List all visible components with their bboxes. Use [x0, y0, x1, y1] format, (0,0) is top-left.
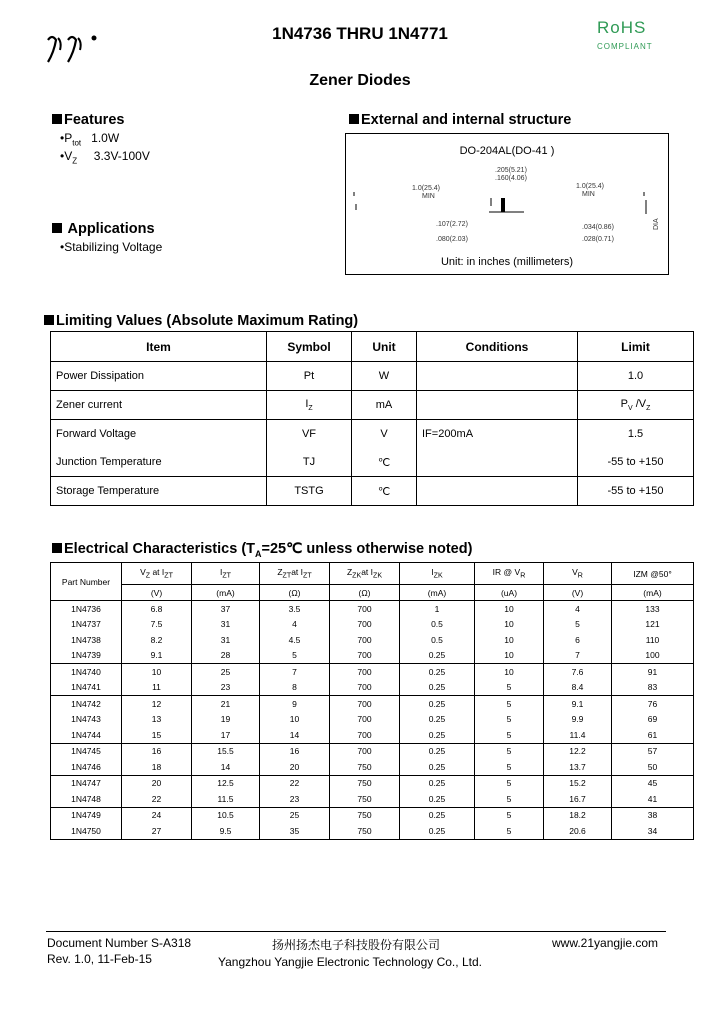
table-cell: 16 [122, 743, 192, 759]
table-cell: 5 [475, 791, 544, 807]
unit-note: Unit: in inches (millimeters) [440, 256, 574, 268]
table-cell: 16 [260, 743, 330, 759]
dia-label: DIA [653, 218, 660, 230]
table-row [51, 823, 694, 839]
table-cell: 83 [612, 680, 694, 696]
table-cell: 750 [330, 807, 400, 823]
table-cell: 1N4749 [51, 807, 122, 823]
header-izt: $I_{ZT}$ [192, 563, 260, 585]
table-cell: 0.25 [400, 823, 475, 839]
table-cell: 45 [612, 775, 694, 791]
table-cell: 13.7 [544, 759, 612, 775]
cell-limit: 1.0 [578, 362, 694, 391]
table-cell: 27 [122, 823, 192, 839]
table-cell: 1N4744 [51, 727, 122, 743]
table-cell: 0.25 [400, 727, 475, 743]
table-cell: 35 [260, 823, 330, 839]
lead-right-min: MIN [582, 191, 595, 198]
table-cell: 1N4742 [51, 696, 122, 712]
lead-dia-max: .034(0.86) [582, 224, 614, 231]
table-cell: 10 [475, 617, 544, 633]
table-cell: 50 [612, 759, 694, 775]
body-length-min: .160(4.06) [495, 175, 527, 182]
table-cell: 9.1 [122, 648, 192, 664]
table-cell: 1N4738 [51, 632, 122, 648]
header-vr: $V_R$ [544, 563, 612, 585]
table-cell: 0.25 [400, 775, 475, 791]
table-cell: 10 [122, 664, 192, 680]
unit-cell: (mA) [400, 585, 475, 601]
cell-limit: -55 to +150 [578, 477, 694, 506]
table-cell: 7.6 [544, 664, 612, 680]
table-row [51, 391, 694, 420]
table-cell: 38 [612, 807, 694, 823]
header-symbol: Symbol [267, 332, 352, 362]
table-cell: 14 [260, 727, 330, 743]
body-length-max: .205(5.21) [495, 167, 527, 174]
header-vz: $V_Z$ at $I_{ZT}$ [122, 563, 192, 585]
electrical-table-body [51, 601, 694, 840]
table-cell: 700 [330, 617, 400, 633]
package-outline-box [345, 133, 669, 275]
table-cell: 1N4740 [51, 664, 122, 680]
table-row [51, 420, 694, 449]
diode-outline-drawing [346, 134, 668, 274]
cell-conditions [417, 391, 578, 420]
table-cell: 7 [544, 648, 612, 664]
table-cell: 1N4746 [51, 759, 122, 775]
cell-unit: ℃ [352, 448, 417, 477]
table-row [51, 727, 694, 743]
table-cell: 1N4736 [51, 601, 122, 617]
table-cell: 14 [192, 759, 260, 775]
table-cell: 1N4739 [51, 648, 122, 664]
table-cell: 9.9 [544, 712, 612, 728]
table-cell: 11 [122, 680, 192, 696]
cell-unit: W [352, 362, 417, 391]
body-dia-max: .107(2.72) [436, 221, 468, 228]
table-cell: 19 [192, 712, 260, 728]
table-row [51, 791, 694, 807]
table-cell: 15 [122, 727, 192, 743]
unit-cell: (uA) [475, 585, 544, 601]
units-row [51, 585, 694, 601]
table-row [51, 362, 694, 391]
table-cell: 22 [122, 791, 192, 807]
cell-conditions: IF=200mA [417, 420, 578, 449]
section-bullet-icon [52, 114, 62, 124]
table-cell: 5 [544, 617, 612, 633]
table-cell: 20 [260, 759, 330, 775]
table-cell: 750 [330, 775, 400, 791]
table-cell: 0.25 [400, 759, 475, 775]
unit-cell: (mA) [192, 585, 260, 601]
table-cell: 750 [330, 759, 400, 775]
table-cell: 57 [612, 743, 694, 759]
table-cell: 0.5 [400, 632, 475, 648]
table-cell: 5 [475, 696, 544, 712]
cell-item: Junction Temperature [51, 448, 267, 477]
table-cell: 5 [475, 743, 544, 759]
table-cell: 10 [475, 632, 544, 648]
table-cell: 34 [612, 823, 694, 839]
header-zzk: $Z_{ZK}at$ $I_{ZK}$ [330, 563, 400, 585]
table-cell: 700 [330, 601, 400, 617]
applications-heading: Applications [52, 221, 155, 237]
table-row [51, 477, 694, 506]
table-cell: 100 [612, 648, 694, 664]
cell-symbol: TSTG [267, 477, 352, 506]
table-header-row [51, 563, 694, 585]
table-cell: 0.25 [400, 743, 475, 759]
table-cell: 5 [475, 775, 544, 791]
cell-conditions [417, 477, 578, 506]
table-cell: 4.5 [260, 632, 330, 648]
document-subtitle: Zener Diodes [309, 72, 411, 89]
table-row [51, 648, 694, 664]
table-cell: 5 [475, 823, 544, 839]
table-cell: 1 [400, 601, 475, 617]
header-ir: IR @ $V_R$ [475, 563, 544, 585]
header-zzt: $Z_{ZT}at$ $I_{ZT}$ [260, 563, 330, 585]
cell-limit: -55 to +150 [578, 448, 694, 477]
table-row [51, 712, 694, 728]
cell-item: Power Dissipation [51, 362, 267, 391]
table-cell: 700 [330, 696, 400, 712]
header-izm: IZM @50° [612, 563, 694, 585]
table-cell: 0.25 [400, 680, 475, 696]
revision: Rev. 1.0, 11-Feb-15 [47, 952, 152, 966]
table-cell: 24 [122, 807, 192, 823]
table-cell: 8 [260, 680, 330, 696]
cell-item: Storage Temperature [51, 477, 267, 506]
table-cell: 5 [475, 727, 544, 743]
table-cell: 31 [192, 632, 260, 648]
table-cell: 91 [612, 664, 694, 680]
table-cell: 10 [260, 712, 330, 728]
table-cell: 20.6 [544, 823, 612, 839]
table-cell: 13 [122, 712, 192, 728]
table-cell: 121 [612, 617, 694, 633]
section-bullet-icon [349, 114, 359, 124]
cell-limit: 1.5 [578, 420, 694, 449]
unit-cell: (V) [122, 585, 192, 601]
feature-vz: $•V_Z$ 3.3V-100V [60, 149, 150, 166]
body-dia-min: .080(2.03) [436, 236, 468, 243]
header-part-number: Part Number [51, 563, 122, 601]
table-cell: 0.5 [400, 617, 475, 633]
table-cell: 3.5 [260, 601, 330, 617]
electrical-table [50, 562, 694, 840]
table-cell: 18.2 [544, 807, 612, 823]
table-cell: 7 [260, 664, 330, 680]
table-cell: 15.5 [192, 743, 260, 759]
table-row [51, 617, 694, 633]
header-limit: Limit [578, 332, 694, 362]
document-number: Document Number S-A318 [47, 936, 192, 950]
table-cell: 41 [612, 791, 694, 807]
company-name-cn: 扬州扬杰电子科技股份有限公司 [272, 938, 441, 952]
table-cell: 23 [260, 791, 330, 807]
table-row [51, 775, 694, 791]
table-cell: 0.25 [400, 807, 475, 823]
table-row [51, 448, 694, 477]
table-row [51, 664, 694, 680]
table-cell: 700 [330, 664, 400, 680]
table-row [51, 680, 694, 696]
table-cell: 16.7 [544, 791, 612, 807]
table-cell: 61 [612, 727, 694, 743]
table-cell: 1N4745 [51, 743, 122, 759]
cell-conditions [417, 362, 578, 391]
lead-left-length: 1.0(25.4) [412, 185, 441, 192]
table-cell: 17 [192, 727, 260, 743]
lead-left-min: MIN [422, 193, 435, 200]
table-cell: 5 [475, 807, 544, 823]
table-cell: 22 [260, 775, 330, 791]
table-cell: 0.25 [400, 791, 475, 807]
table-row [51, 743, 694, 759]
unit-cell: (V) [544, 585, 612, 601]
unit-cell: (Ω) [260, 585, 330, 601]
table-cell: 700 [330, 680, 400, 696]
limiting-values-heading: Limiting Values (Absolute Maximum Rating) [44, 313, 358, 329]
header-unit: Unit [352, 332, 417, 362]
table-cell: 23 [192, 680, 260, 696]
application-item: •Stabilizing Voltage [60, 240, 163, 254]
document-title: 1N4736 THRU 1N4771 [272, 24, 448, 43]
lead-right-length: 1.0(25.4) [576, 183, 605, 190]
table-cell: 12 [122, 696, 192, 712]
section-bullet-icon [44, 315, 54, 325]
section-bullet-icon [52, 223, 62, 233]
table-cell: 0.25 [400, 648, 475, 664]
feature-ptot: $•P_{tot}$ 1.0W [60, 131, 120, 148]
table-cell: 1N4747 [51, 775, 122, 791]
header-item: Item [51, 332, 267, 362]
table-header-row [51, 332, 694, 362]
table-cell: 37 [192, 601, 260, 617]
table-cell: 0.25 [400, 664, 475, 680]
table-cell: 5 [475, 680, 544, 696]
table-cell: 700 [330, 727, 400, 743]
table-cell: 8.2 [122, 632, 192, 648]
table-cell: 1N4737 [51, 617, 122, 633]
cell-limit: $P_V$ $/V_Z$ [578, 391, 694, 420]
table-cell: 7.5 [122, 617, 192, 633]
table-cell: 4 [544, 601, 612, 617]
header-conditions: Conditions [417, 332, 578, 362]
table-cell: 700 [330, 648, 400, 664]
header-izk: $I_{ZK}$ [400, 563, 475, 585]
table-cell: 11.5 [192, 791, 260, 807]
table-cell: 31 [192, 617, 260, 633]
table-cell: 0.25 [400, 696, 475, 712]
table-cell: 12.5 [192, 775, 260, 791]
table-cell: 25 [260, 807, 330, 823]
table-row [51, 601, 694, 617]
lead-dia-min: .028(0.71) [582, 236, 614, 243]
table-cell: 1N4750 [51, 823, 122, 839]
electrical-heading: Electrical Characteristics ($T_A=25℃$ unless otherwise noted) [52, 541, 472, 559]
table-cell: 9 [260, 696, 330, 712]
table-cell: 5 [475, 712, 544, 728]
table-row [51, 632, 694, 648]
table-cell: 8.4 [544, 680, 612, 696]
table-cell: 10 [475, 601, 544, 617]
company-name-en: Yangzhou Yangjie Electronic Technology Co., Ltd. [218, 955, 482, 969]
cell-unit: mA [352, 391, 417, 420]
table-cell: 76 [612, 696, 694, 712]
cell-unit: V [352, 420, 417, 449]
table-cell: 700 [330, 712, 400, 728]
unit-cell: (mA) [612, 585, 694, 601]
table-cell: 700 [330, 743, 400, 759]
package-name: DO-204AL(DO-41 ) [459, 145, 555, 157]
table-cell: 750 [330, 823, 400, 839]
table-cell: 28 [192, 648, 260, 664]
table-cell: 0.25 [400, 712, 475, 728]
cell-symbol: VF [267, 420, 352, 449]
features-heading: Features [52, 112, 124, 128]
cell-unit: ℃ [352, 477, 417, 506]
cell-symbol: TJ [267, 448, 352, 477]
footer-divider [46, 931, 666, 932]
table-cell: 6.8 [122, 601, 192, 617]
limiting-values-table [50, 331, 694, 506]
table-cell: 18 [122, 759, 192, 775]
table-row [51, 759, 694, 775]
cell-conditions [417, 448, 578, 477]
rohs-compliant-label: COMPLIANT [597, 42, 653, 51]
table-cell: 133 [612, 601, 694, 617]
table-cell: 1N4748 [51, 791, 122, 807]
table-cell: 4 [260, 617, 330, 633]
table-cell: 110 [612, 632, 694, 648]
cell-item: Zener current [51, 391, 267, 420]
table-cell: 5 [260, 648, 330, 664]
structure-heading: External and internal structure [349, 112, 571, 128]
cell-symbol: $I_Z$ [267, 391, 352, 420]
table-cell: 6 [544, 632, 612, 648]
unit-cell: (Ω) [330, 585, 400, 601]
table-cell: 20 [122, 775, 192, 791]
table-cell: 69 [612, 712, 694, 728]
cell-item: Forward Voltage [51, 420, 267, 449]
table-cell: 10 [475, 648, 544, 664]
website: www.21yangjie.com [552, 936, 659, 950]
table-cell: 9.5 [192, 823, 260, 839]
table-cell: 25 [192, 664, 260, 680]
rohs-badge: RoHS [597, 18, 647, 37]
table-row [51, 807, 694, 823]
table-cell: 700 [330, 632, 400, 648]
table-cell: 5 [475, 759, 544, 775]
table-cell: 15.2 [544, 775, 612, 791]
section-bullet-icon [52, 543, 62, 553]
table-row [51, 696, 694, 712]
table-cell: 11.4 [544, 727, 612, 743]
cell-symbol: Pt [267, 362, 352, 391]
table-cell: 10 [475, 664, 544, 680]
table-cell: 9.1 [544, 696, 612, 712]
table-cell: 750 [330, 791, 400, 807]
table-cell: 12.2 [544, 743, 612, 759]
table-cell: 10.5 [192, 807, 260, 823]
table-cell: 21 [192, 696, 260, 712]
table-cell: 1N4741 [51, 680, 122, 696]
table-cell: 1N4743 [51, 712, 122, 728]
